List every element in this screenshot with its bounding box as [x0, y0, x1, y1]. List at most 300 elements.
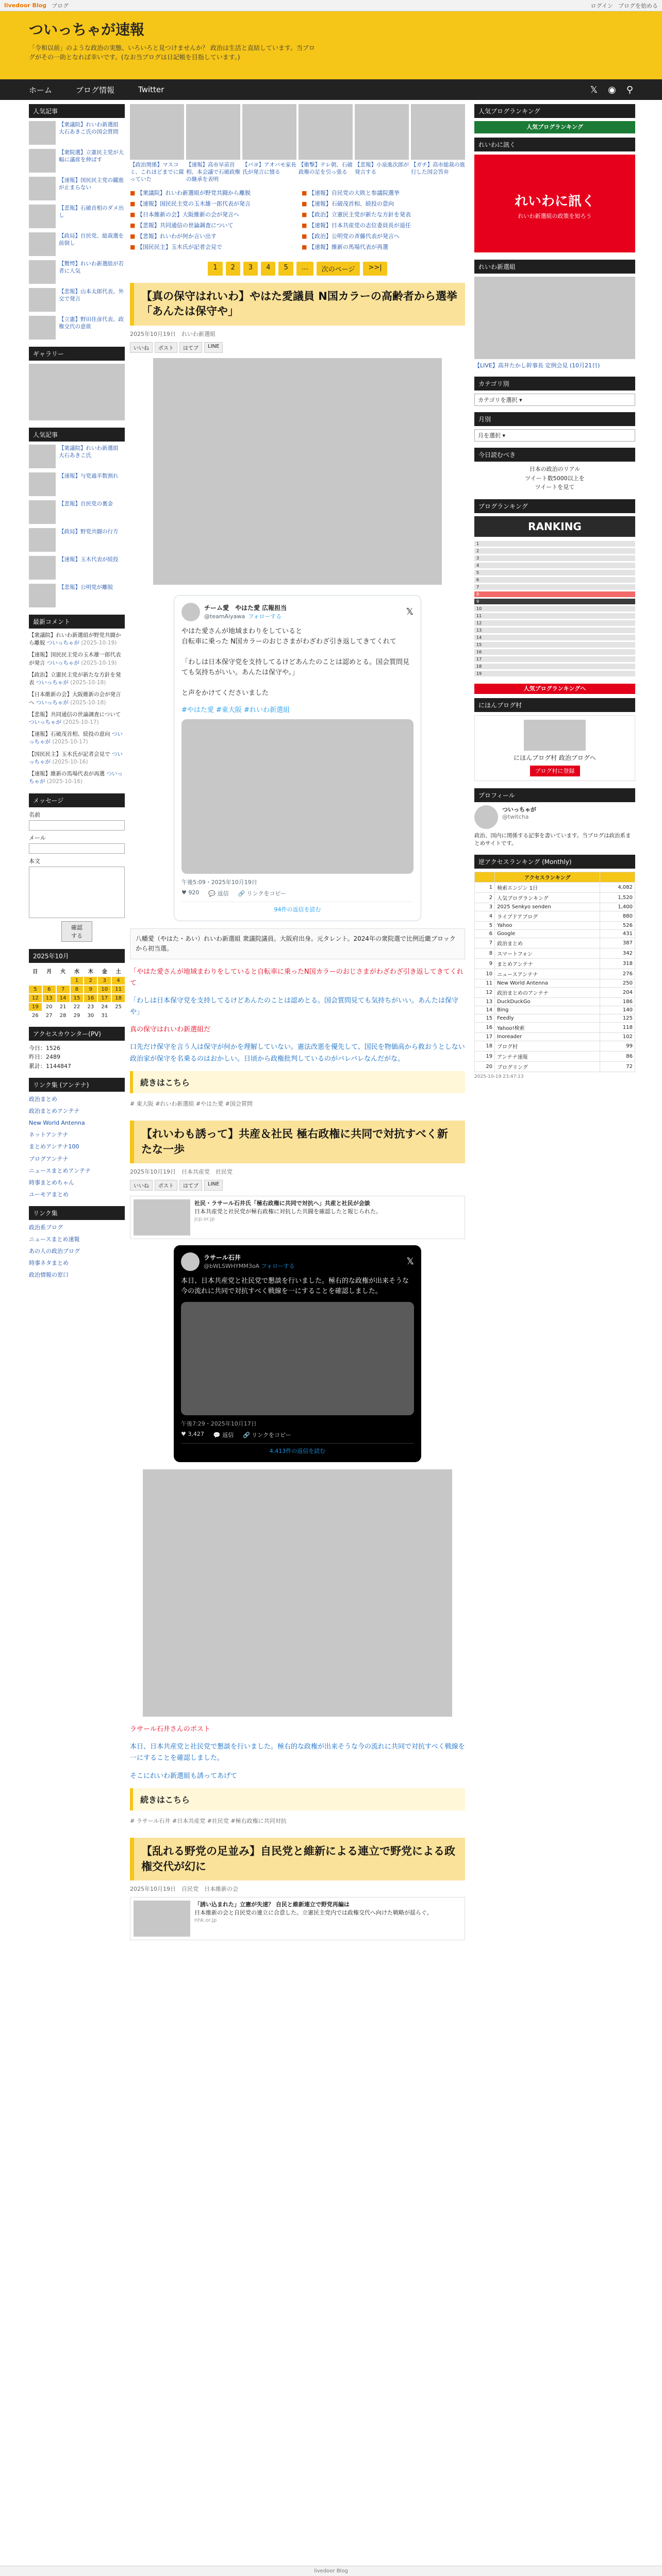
post-button[interactable]: ポスト: [155, 1180, 177, 1191]
nav-home[interactable]: ホーム: [29, 85, 53, 95]
avatar[interactable]: [181, 1252, 200, 1271]
number-cell: 2: [475, 893, 495, 903]
hot-item[interactable]: 【速報】玉木代表が続投: [29, 556, 125, 580]
calendar-day[interactable]: 3: [98, 977, 111, 985]
line-button[interactable]: LINE: [204, 1180, 223, 1191]
card-description: 日本維新の会と自民党の連立に合意した。立憲民主党内では政権交代へ向けた戦略が揺らぐ。: [194, 1909, 433, 1916]
tweet-author[interactable]: ラサール石井: [204, 1254, 241, 1262]
antenna-link[interactable]: New World Antenna: [29, 1120, 85, 1127]
number-cell: 880: [600, 911, 635, 922]
name-field[interactable]: [29, 820, 125, 831]
tweet-time[interactable]: 午後5:09・2025年10月19日: [181, 878, 257, 886]
ranking-entry[interactable]: 4: [474, 563, 635, 568]
link-card[interactable]: [130, 1196, 465, 1239]
article-tags[interactable]: # 東大阪 #れいわ新選組 #やはた愛 #国会質問: [130, 1100, 253, 1107]
referrer-cell[interactable]: ブログ村: [495, 1041, 600, 1052]
article-meta: 2025年10月19日 日本共産党 社民党: [130, 1168, 233, 1175]
referrer-cell[interactable]: 政治まとめ: [495, 938, 600, 948]
today-heading: 今日読むべき: [474, 448, 635, 462]
calendar-weekday: 日: [32, 969, 38, 975]
site-title[interactable]: ついっちゃが速報: [29, 21, 145, 38]
popular-list: [29, 121, 125, 340]
article-title[interactable]: 【乱れる野党の足並み】自民党と維新による連立で野党による政権交代が幻に: [130, 1838, 465, 1880]
hatena-button[interactable]: はてブ: [179, 342, 202, 353]
number-cell: 1,520: [600, 893, 635, 903]
number-cell: 99: [600, 1041, 635, 1052]
top-thumb[interactable]: 【速報】高市早苗首相、本会議で石破政権の継承を表明: [186, 104, 240, 183]
calendar-day[interactable]: 27: [45, 1012, 53, 1019]
share-buttons: [130, 342, 465, 353]
table-row: [475, 948, 635, 959]
message-body-field[interactable]: [29, 867, 125, 918]
table-row: [475, 930, 635, 938]
message-send-button[interactable]: 確認する: [61, 921, 92, 942]
calendar-day[interactable]: 15: [71, 994, 84, 1002]
reply-action[interactable]: 💬 返信: [208, 890, 229, 897]
x-icon[interactable]: 𝕏: [406, 606, 413, 618]
referrer-cell[interactable]: Inoreader: [495, 1033, 600, 1041]
thumbnail: [29, 288, 56, 312]
article-paragraph: ラサール石井さんのポスト: [130, 1725, 210, 1734]
thumbnail: [29, 584, 56, 607]
tweet-author[interactable]: チーム愛 やはた愛 広報担当: [204, 604, 287, 612]
article-tags[interactable]: # ラサール石井 #日本共産党 #社民党 #極右政権に共同対抗: [130, 1817, 287, 1824]
today-link[interactable]: 日本の政治のリアル: [529, 466, 581, 472]
number-cell: 86: [600, 1052, 635, 1062]
referrer-cell[interactable]: 人気ブログランキング: [495, 893, 600, 903]
reiwa-banner[interactable]: れいわに訊く れいわ新選組の政策を知ろう: [474, 155, 635, 252]
tweet-actions: [181, 889, 413, 897]
links-heading: リンク集: [29, 1206, 125, 1220]
topbar: [0, 0, 662, 11]
table-row: [475, 969, 635, 979]
article-paragraph: 口先だけ保守を言う人は保守が何かを理解していない。憲法改悪を優先して、国民を物価高から救おうとしない政治家が保守を名乗るのはおかしい。日頃から政権批判しているのがバレバレなんだがな。: [130, 1043, 465, 1063]
referrer-cell[interactable]: Google: [495, 930, 600, 938]
popular-item[interactable]: 【驚愕】れいわ新選組が若者に人気: [29, 260, 125, 284]
comment-item[interactable]: 【衆議院】れいわ新選組が野党共闘から離脱 ついっちゃが (2025-10-19): [29, 632, 121, 647]
calendar-day[interactable]: 24: [101, 1004, 108, 1010]
top-thumb[interactable]: 【悲報】小泉進次郎が発言する: [355, 104, 409, 183]
number-cell: 6: [475, 930, 495, 938]
yesterday-count: 昨日：2489: [29, 1054, 60, 1061]
calendar-day[interactable]: 30: [87, 1012, 94, 1019]
comment-item[interactable]: 【速報】維新の馬場代表が再選 ついっちゃが (2025-10-16): [29, 771, 123, 785]
continue-reading-link[interactable]: 続きはこちら: [130, 1788, 465, 1810]
site-header: [0, 11, 662, 79]
video-thumbnail[interactable]: [474, 277, 635, 359]
referrer-cell[interactable]: 検索エンジン 1日: [495, 883, 600, 893]
page-3[interactable]: 3: [243, 262, 258, 276]
mura-register-button[interactable]: ブログ村に登録: [530, 766, 580, 776]
today-count: 今日：1526: [29, 1044, 60, 1052]
left-sidebar: [29, 104, 125, 1286]
hot-item[interactable]: 【悲報】自民党の裏金: [29, 500, 125, 524]
comment-item[interactable]: 【悲報】共同通信の世論調査について ついっちゃが (2025-10-17): [29, 711, 121, 725]
number-cell: 14: [475, 1006, 495, 1014]
blog-link[interactable]: 時事ネタまとめ: [29, 1259, 69, 1266]
table-row: [475, 1062, 635, 1072]
comment-item[interactable]: 【政治】立憲民主党が新たな方針を発表 ついっちゃが (2025-10-18): [29, 671, 121, 686]
ranking-entry[interactable]: 10: [474, 606, 635, 612]
table-row: [475, 988, 635, 998]
calendar-day[interactable]: 13: [43, 994, 56, 1002]
referrer-cell[interactable]: ニュースアンテナ: [495, 969, 600, 979]
headline-link[interactable]: ■ 【速報】維新の馬場代表が再選: [302, 243, 465, 251]
ranking-entry[interactable]: 13: [474, 628, 635, 633]
tweet-handle: @bWLSWHYMM3oA: [204, 1263, 260, 1270]
popular-item[interactable]: 【立憲】野田佳彦代表、政権交代の意欲: [29, 316, 125, 340]
number-cell: 3: [475, 903, 495, 911]
popular-item[interactable]: 【悲報】山本太郎代表、外交で発言: [29, 288, 125, 312]
copy-link-action[interactable]: 🔗 リンクをコピー: [243, 1432, 291, 1439]
number-cell: 1,400: [600, 903, 635, 911]
calendar-day[interactable]: 14: [57, 994, 70, 1002]
headline-link[interactable]: ■ 【悲報】共同通信の世論調査について: [130, 221, 293, 230]
antenna-links: [29, 1095, 125, 1198]
calendar-day: [112, 1012, 125, 1020]
calendar-weekday: 水: [74, 969, 79, 975]
calendar-day[interactable]: 29: [73, 1012, 80, 1019]
popular-item[interactable]: 【速報】国民民主党の躍進が止まらない: [29, 177, 125, 200]
calendar-day[interactable]: 4: [112, 977, 125, 985]
reply-action[interactable]: 💬 返信: [213, 1432, 234, 1439]
content-wrap: [0, 100, 662, 2576]
mura-text[interactable]: にほんブログ村 政治ブログへ: [514, 754, 596, 761]
x-icon[interactable]: 𝕏: [590, 84, 598, 95]
ranking-entry[interactable]: 11: [474, 613, 635, 619]
blog-link[interactable]: 政治情報の窓口: [29, 1271, 69, 1278]
referrer-cell[interactable]: ライブドアブログ: [495, 911, 600, 922]
top-thumb[interactable]: 【衝撃】テレ朝、石破政権の足を引っ張る: [299, 104, 353, 183]
last-page-button[interactable]: >>|: [363, 262, 387, 276]
search-icon[interactable]: ⚲: [626, 84, 633, 95]
start-blog-link[interactable]: ブログを始める: [618, 2, 658, 9]
ranking-entry[interactable]: 19: [474, 671, 635, 676]
tweet-image[interactable]: [181, 719, 413, 874]
referrer-cell[interactable]: 2025 Senkyo senden: [495, 903, 600, 911]
tweet-hashtags[interactable]: #やはた愛 #東大阪 #れいわ新選組: [181, 706, 290, 714]
number-cell: 140: [600, 1006, 635, 1014]
ranking-entry[interactable]: 5: [474, 570, 635, 575]
month-heading: 月別: [474, 412, 635, 426]
blog-link[interactable]: ニュースまとめ速報: [29, 1235, 80, 1243]
line-button[interactable]: LINE: [204, 342, 223, 353]
ranking-entry[interactable]: 6: [474, 577, 635, 583]
hot-item[interactable]: 【衆議院】れいわ新選組 大石あきこ氏: [29, 445, 125, 468]
calendar-day[interactable]: 25: [115, 1004, 122, 1010]
calendar-day[interactable]: 10: [98, 986, 111, 993]
article-title[interactable]: 【真の保守はれいわ】やはた愛議員 N国カラーの高齢者から選挙「あんたは保守や」: [130, 283, 465, 326]
today-link[interactable]: ツイート数5000以上を: [525, 474, 585, 482]
referrer-cell[interactable]: DuckDuckGo: [495, 998, 600, 1006]
top-thumb[interactable]: 【パヨ】アオバモ家長氏が発言に憤る: [242, 104, 296, 183]
read-replies-link[interactable]: 4,413件の返信を読む: [181, 1443, 414, 1455]
popular-item[interactable]: 【悲報】石破首相のダメ出し: [29, 205, 125, 228]
calendar-day[interactable]: 26: [32, 1012, 39, 1019]
ranking-entry[interactable]: 3: [474, 555, 635, 561]
headline-link[interactable]: ■ 【速報】国民民主党の玉木雄一郎代表が発言: [130, 199, 293, 208]
calendar-day[interactable]: 21: [59, 1004, 67, 1010]
thumb-image: [242, 104, 296, 160]
number-cell: 8: [475, 948, 495, 959]
follow-button[interactable]: フォローする: [248, 613, 282, 620]
calendar-day[interactable]: 23: [87, 1004, 94, 1010]
profile-description: 政治、国内に関係する記事を書いています。当ブログは政治系まとめサイトです。: [474, 832, 631, 847]
hatena-button[interactable]: はてブ: [179, 1180, 202, 1191]
follow-button[interactable]: フォローする: [261, 1263, 295, 1270]
mura-heading: にほんブログ村: [474, 698, 635, 712]
table-row: [475, 1052, 635, 1062]
number-cell: 72: [600, 1062, 635, 1072]
embedded-tweet: [174, 1245, 421, 1462]
blog-link[interactable]: あの人の政治ブログ: [29, 1247, 80, 1255]
number-cell: 387: [600, 938, 635, 948]
comment-item[interactable]: 【日本維新の会】大阪維新の会が発言へ ついっちゃが (2025-10-18): [29, 691, 121, 706]
topbar-item[interactable]: ブログ: [52, 2, 69, 9]
article-3: [130, 1838, 465, 1940]
profile-name[interactable]: ついっちゃが: [502, 806, 536, 813]
top-thumb[interactable]: 【ガチ】高市総裁の進行した国会答弁: [411, 104, 465, 183]
heart-icon: ♥: [181, 1431, 186, 1438]
hot-item[interactable]: 【政局】野党共闘の行方: [29, 528, 125, 552]
page-2[interactable]: 2: [226, 262, 240, 276]
like-button[interactable]: いいね: [130, 342, 153, 353]
ranking-entry[interactable]: 14: [474, 635, 635, 640]
headline-link[interactable]: ■ 【速報】自民党の大敗と参議院選挙: [302, 189, 465, 197]
calendar-day: [29, 977, 42, 985]
headline-link[interactable]: ■ 【政治】公明党の斉藤代表が発言へ: [302, 232, 465, 241]
page-5[interactable]: 5: [278, 262, 293, 276]
embedded-tweet: [174, 595, 421, 921]
right-sidebar: [474, 104, 635, 1079]
like-action[interactable]: ♥ 3,427: [181, 1431, 204, 1438]
hot-item[interactable]: 【速報】与党過半数割れ: [29, 472, 125, 496]
total-count: 累計：1144847: [29, 1062, 71, 1070]
number-cell: 342: [600, 948, 635, 959]
reply-icon: 💬: [208, 890, 216, 897]
read-replies-link[interactable]: 94件の返信を読む: [181, 902, 413, 913]
headline-link[interactable]: ■ 【政治】立憲民主党が新たな方針を発表: [302, 210, 465, 219]
table-row: [475, 903, 635, 911]
antenna-link[interactable]: 政治まとめアンテナ: [29, 1108, 80, 1115]
thumb-image: [411, 104, 465, 160]
like-action[interactable]: ♥ 920: [181, 889, 200, 896]
article-1: [130, 283, 465, 1108]
calendar-day[interactable]: 6: [43, 986, 56, 993]
link-card[interactable]: [130, 1897, 465, 1940]
headline-link[interactable]: ■ 【日本維新の会】大阪維新の会が発言へ: [130, 210, 293, 219]
ranking-button[interactable]: 人気ブログランキングへ: [474, 684, 635, 694]
continue-reading-link[interactable]: 続きはこちら: [130, 1071, 465, 1093]
calendar-day[interactable]: 5: [29, 986, 42, 993]
antenna-link[interactable]: ユーモアまとめ: [29, 1191, 69, 1198]
comment-item[interactable]: 【速報】国民民主党の玉木雄一郎代表が発言 ついっちゃが (2025-10-19): [29, 652, 121, 666]
referrer-cell[interactable]: New World Antenna: [495, 979, 600, 988]
number-cell: 9: [475, 959, 495, 969]
mail-field[interactable]: [29, 843, 125, 854]
calendar-day[interactable]: 31: [101, 1012, 108, 1019]
headline-link[interactable]: ■ 【速報】石破茂首相、続投の意向: [302, 199, 465, 208]
main-nav: [0, 79, 662, 100]
today-link[interactable]: ツイートを見て: [535, 484, 575, 491]
rss-icon[interactable]: ◉: [608, 84, 616, 95]
body-label: 本文: [29, 857, 40, 865]
referrer-cell[interactable]: Feedly: [495, 1014, 600, 1023]
referrer-cell[interactable]: スマートフォン: [495, 948, 600, 959]
nav-blog-info[interactable]: ブログ情報: [76, 85, 115, 95]
comments-list: [29, 632, 125, 786]
livedoor-logo[interactable]: livedoor Blog: [4, 2, 47, 9]
comment-item[interactable]: 【速報】石破茂首相、続投の意向 ついっちゃが (2025-10-17): [29, 731, 123, 745]
thumbnail: [29, 445, 56, 468]
thumbnail: [29, 316, 56, 340]
number-cell: 102: [600, 1033, 635, 1041]
calendar-day[interactable]: 7: [57, 986, 70, 993]
table-row: [475, 1033, 635, 1041]
headline-link[interactable]: ■ 【衆議院】れいわ新選組が野党共闘から離脱: [130, 189, 293, 197]
tweet-header: [181, 1252, 414, 1271]
month-select[interactable]: 月を選択 ▾: [474, 429, 635, 442]
ranking-entry[interactable]: 1: [474, 541, 635, 547]
card-title: 社民・ラサール石井氏「極右政権に共同で対抗へ」共産と社民が会談: [194, 1199, 370, 1207]
antenna-link[interactable]: ブログアンテナ: [29, 1155, 69, 1162]
referrer-cell[interactable]: Yahoo: [495, 922, 600, 930]
calendar-day[interactable]: 20: [45, 1004, 53, 1010]
page-1[interactable]: 1: [208, 262, 222, 276]
thumbnail: [29, 205, 56, 228]
ranking-entry[interactable]: 17: [474, 656, 635, 662]
category-select[interactable]: カテゴリを選択 ▾: [474, 394, 635, 406]
login-link[interactable]: ログイン: [590, 2, 613, 9]
calendar-day[interactable]: 17: [98, 994, 111, 1002]
pagination: [130, 262, 465, 276]
article-meta: 2025年10月19日 れいわ新選組: [130, 330, 216, 337]
avatar[interactable]: [474, 805, 498, 829]
referrer-cell[interactable]: まとめアンテナ: [495, 959, 600, 969]
ranking-entry[interactable]: 16: [474, 649, 635, 655]
calendar-day[interactable]: 19: [29, 1003, 42, 1011]
blog-label: Blog: [32, 2, 47, 9]
top-thumb[interactable]: 【政治関係】マスコミ、これほどまでに腐っていた: [130, 104, 184, 183]
referrer-cell[interactable]: ブログリング: [495, 1062, 600, 1072]
popular-heading: 人気記事: [29, 104, 125, 118]
headline-link[interactable]: ■ 【速報】日本共産党の志位委員長が退任: [302, 221, 465, 230]
ranking-entry[interactable]: 18: [474, 664, 635, 669]
antenna-link[interactable]: 時事まとめちゃん: [29, 1179, 74, 1186]
calendar-day[interactable]: 28: [59, 1012, 67, 1019]
popular-item[interactable]: 【衆議院】れいわ新選組 大石あきこ氏の国会質問: [29, 121, 125, 145]
page-ellipsis: …: [296, 262, 313, 276]
calendar-day[interactable]: 9: [84, 986, 97, 993]
ranking-entry[interactable]: 15: [474, 642, 635, 648]
table-row: [475, 1006, 635, 1014]
referrer-cell[interactable]: アンテナ速報: [495, 1052, 600, 1062]
like-button[interactable]: いいね: [130, 1180, 153, 1191]
next-page-button[interactable]: 次のページ: [317, 262, 360, 276]
calendar-day[interactable]: 12: [29, 994, 42, 1002]
tweet-image[interactable]: [181, 1302, 414, 1415]
headline-link[interactable]: ■ 【悲報】れいわが何か言い出す: [130, 232, 293, 241]
top-thumbnails: [130, 104, 465, 183]
article-paragraph: 「わしは日本保守党を支持してるけどあんたのことは認めとる。国会質問見ても気持ちがいい。あんたは保守や」: [130, 997, 459, 1016]
thumbnail: [29, 528, 56, 552]
reply-icon: 💬: [213, 1432, 221, 1439]
ranking-entry[interactable]: 12: [474, 620, 635, 626]
comment-item[interactable]: 【国民民主】玉木氏が記者会見で ついっちゃが (2025-10-16): [29, 751, 123, 765]
calendar-weekday: 月: [46, 969, 52, 975]
calendar-day[interactable]: 1: [71, 977, 84, 985]
hot-item[interactable]: 【悲報】公明党が離脱: [29, 584, 125, 607]
tweet-body: 本日、日本共産党と社民党で懇談を行いました。極右的な政権が出来そうな今の流れに共同で対抗すべく戦線を一にすることを確認しました。: [181, 1277, 409, 1296]
ranking-badge[interactable]: 人気ブログランキング: [474, 121, 635, 133]
referrer-cell[interactable]: Yahoo!検索: [495, 1023, 600, 1033]
calendar-day[interactable]: 16: [84, 994, 97, 1002]
blog-ranking-heading: ブログランキング: [474, 499, 635, 513]
access-ranking-heading: 逆アクセスランキング (Monthly): [474, 855, 635, 869]
table-row: [475, 893, 635, 903]
ranking-logo[interactable]: RANKING: [474, 516, 635, 537]
message-heading: メッセージ: [29, 793, 125, 807]
antenna-link[interactable]: 政治まとめ: [29, 1096, 57, 1103]
number-cell: 10: [475, 969, 495, 979]
referrer-cell[interactable]: Bing: [495, 1006, 600, 1014]
popular-item[interactable]: 【政局】自民党、総裁選を前倒し: [29, 232, 125, 256]
calendar-day[interactable]: 18: [112, 994, 125, 1002]
calendar-day[interactable]: 22: [73, 1004, 80, 1010]
headline-links: [130, 189, 465, 253]
avatar[interactable]: [181, 603, 200, 621]
number-cell: 13: [475, 998, 495, 1006]
ranking-entry[interactable]: 2: [474, 548, 635, 554]
calendar-weekday: 金: [102, 969, 107, 975]
popular-item[interactable]: 【衆院選】立憲民主党が大幅に議席を伸ばす: [29, 149, 125, 173]
table-row: [475, 911, 635, 922]
gallery-image[interactable]: [29, 364, 125, 420]
headline-link[interactable]: ■ 【国民民主】玉木氏が記者会見で: [130, 243, 293, 251]
calendar-day[interactable]: 8: [71, 986, 84, 993]
main-column: [130, 104, 465, 1946]
heart-icon: ♥: [181, 889, 187, 896]
ranking-entry[interactable]: 7: [474, 584, 635, 590]
tweet-body: やはた愛さんが地域まわりをしていると 自転車に乗った N国カラーのおじさまがわざわざ引き返してきてくれて 「わしは日本保守党を支持してるけどあんたのことは認めとる。国会質問見ても気持ちがいい。あんたは保守や。」 と声をかけてくださいました: [181, 627, 410, 698]
profile-handle: @twitcha: [502, 813, 529, 820]
thumbnail: [29, 232, 56, 256]
x-icon[interactable]: 𝕏: [406, 1256, 414, 1267]
page-4[interactable]: 4: [261, 262, 275, 276]
mura-banner[interactable]: [524, 720, 586, 751]
referrer-cell[interactable]: 政治まとめのアンテナ: [495, 988, 600, 998]
calendar-day[interactable]: 2: [84, 977, 97, 985]
copy-link-action[interactable]: 🔗 リンクをコピー: [238, 890, 287, 897]
ranking-entry[interactable]: 9: [474, 599, 635, 604]
tweet-time[interactable]: 午後7:29・2025年10月17日: [181, 1420, 257, 1428]
card-title: 「誘い込まれた」立憲が失速？ 自民と維新連立で野党再編は: [194, 1901, 350, 1908]
antenna-link[interactable]: ネットアンテナ: [29, 1131, 69, 1139]
thumbnail: [29, 500, 56, 524]
post-button[interactable]: ポスト: [155, 342, 177, 353]
today-links: [474, 465, 635, 492]
antenna-link[interactable]: ニュースまとめアンテナ: [29, 1167, 91, 1174]
calendar-day[interactable]: 11: [112, 986, 125, 993]
nav-twitter[interactable]: Twitter: [138, 85, 164, 94]
antenna-link[interactable]: まとめアンテナ100: [29, 1143, 79, 1150]
article-title[interactable]: 【れいわも誘って】共産＆社民 極右政権に共同で対抗すべく新たな一歩: [130, 1121, 465, 1163]
ranking-entry[interactable]: 8: [474, 591, 635, 597]
blog-link[interactable]: 政治系ブログ: [29, 1224, 63, 1231]
number-cell: 4,082: [600, 883, 635, 893]
video-caption[interactable]: 【LIVE】高井たかし幹事長 定例会見 (10月21日): [474, 362, 600, 369]
table-row: [475, 883, 635, 893]
